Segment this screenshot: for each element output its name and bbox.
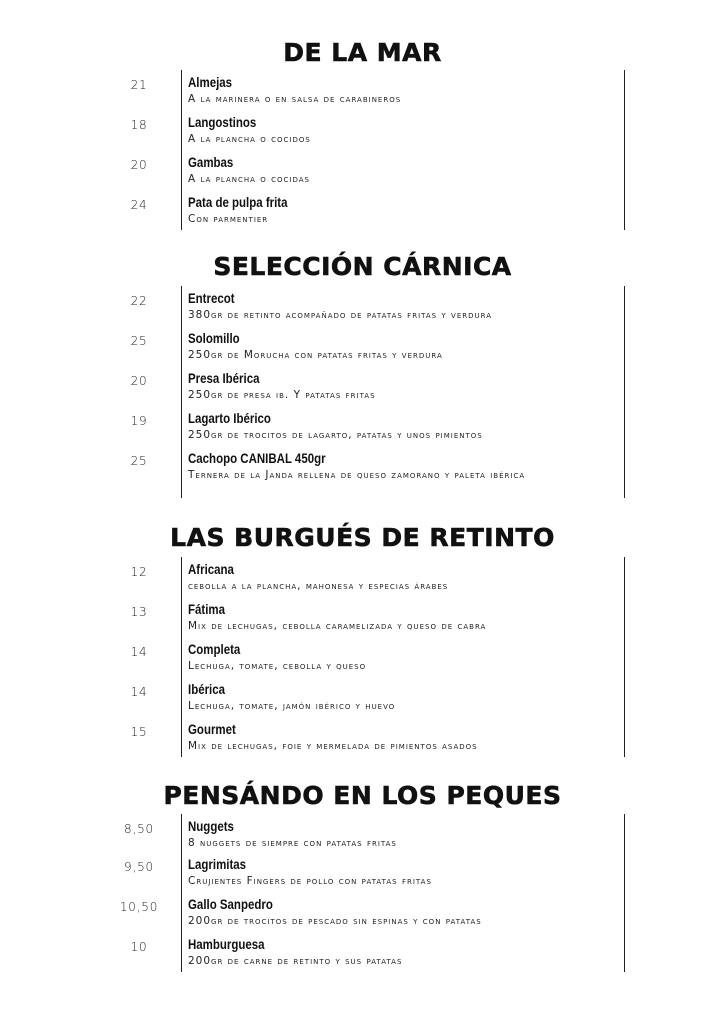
menu-item xyxy=(0,896,725,936)
item-price: 22 xyxy=(130,294,148,308)
menu-item xyxy=(0,290,725,330)
item-price: 24 xyxy=(130,198,148,212)
item-name: Gambas xyxy=(188,154,234,170)
item-price: 9,50 xyxy=(124,860,154,874)
menu-item xyxy=(0,330,725,370)
item-name: Fátima xyxy=(188,601,226,617)
item-price: 13 xyxy=(130,605,148,619)
item-name: Entrecot xyxy=(188,290,235,306)
item-price: 8,50 xyxy=(124,822,154,836)
item-description: 200gr de carne de retinto y sus patatas xyxy=(188,955,403,967)
item-description: Lechuga, tomate, cebolla y queso xyxy=(188,660,367,672)
item-description: A la plancha o cocidas xyxy=(188,173,310,185)
item-description: Con parmentier xyxy=(188,213,269,225)
menu-item xyxy=(0,370,725,410)
item-name: Gallo Sanpedro xyxy=(188,896,273,912)
item-description: 200gr de trocitos de pescado sin espinas y con patatas xyxy=(188,915,482,927)
item-description: 250gr de trocitos de lagarto, patatas y unos pimientos xyxy=(188,429,483,441)
item-price: 18 xyxy=(130,118,148,132)
item-description: Mix de lechugas, cebolla caramelizada y queso de cabra xyxy=(188,620,487,632)
item-name: Langostinos xyxy=(188,114,257,130)
menu-item xyxy=(0,681,725,721)
item-description: cebolla a la plancha, mahonesa y especias árabes xyxy=(188,580,449,592)
item-price: 10,50 xyxy=(119,900,159,914)
menu-item xyxy=(0,450,725,498)
item-description: A la marinera o en salsa de carabineros xyxy=(188,93,402,105)
item-price: 12 xyxy=(130,565,148,579)
item-price: 14 xyxy=(130,685,148,699)
item-description: Ternera de la Janda rellena de queso zamorano y paleta ibérica xyxy=(188,469,526,481)
item-name: Africana xyxy=(188,561,234,577)
item-price: 21 xyxy=(130,78,148,92)
item-name: Nuggets xyxy=(188,818,234,834)
menu-item xyxy=(0,74,725,114)
menu-item xyxy=(0,856,725,896)
item-description: A la plancha o cocidos xyxy=(188,133,311,145)
item-price: 14 xyxy=(130,645,148,659)
item-name: Ibérica xyxy=(188,681,226,697)
item-name: Hamburguesa xyxy=(188,936,265,952)
section-title: DE LA MAR xyxy=(283,38,442,67)
section-title: PENSÁNDO EN LOS PEQUES xyxy=(163,781,562,810)
menu-item xyxy=(0,194,725,234)
item-description: 250gr de presa ib. Y patatas fritas xyxy=(188,389,376,401)
item-description: Mix de lechugas, foie y mermelada de pimientos asados xyxy=(188,740,478,752)
menu-item xyxy=(0,721,725,761)
section-title: LAS BURGUÉS DE RETINTO xyxy=(170,523,555,552)
item-description: 8 nuggets de siempre con patatas fritas xyxy=(188,837,397,849)
item-name: Presa Ibérica xyxy=(188,370,260,386)
item-description: 250gr de Morucha con patatas fritas y verdura xyxy=(188,349,443,361)
menu-item xyxy=(0,601,725,641)
menu-item xyxy=(0,641,725,681)
item-name: Completa xyxy=(188,641,241,657)
menu-item xyxy=(0,114,725,154)
item-description: Crujientes Fingers de pollo con patatas fritas xyxy=(188,875,432,887)
item-price: 25 xyxy=(130,454,148,468)
item-description: Lechuga, tomate, jamón ibérico y huevo xyxy=(188,700,396,712)
section-title: SELECCIÓN CÁRNICA xyxy=(213,252,512,281)
item-price: 19 xyxy=(130,414,148,428)
item-price: 20 xyxy=(130,158,148,172)
item-name: Solomillo xyxy=(188,330,240,346)
item-price: 20 xyxy=(130,374,148,388)
item-name: Gourmet xyxy=(188,721,236,737)
item-name: Almejas xyxy=(188,74,233,90)
menu-item xyxy=(0,154,725,194)
item-name: Lagrimitas xyxy=(188,856,247,872)
menu-item xyxy=(0,410,725,450)
item-price: 15 xyxy=(130,725,148,739)
item-name: Lagarto Ibérico xyxy=(188,410,271,426)
item-name: Pata de pulpa frita xyxy=(188,194,288,210)
menu-item xyxy=(0,936,725,976)
menu-item xyxy=(0,561,725,601)
item-price: 10 xyxy=(130,940,148,954)
item-description: 380gr de retinto acompañado de patatas fritas y verdura xyxy=(188,309,493,321)
menu-item xyxy=(0,818,725,858)
item-name: Cachopo CANIBAL 450gr xyxy=(188,450,326,466)
item-price: 25 xyxy=(130,334,148,348)
